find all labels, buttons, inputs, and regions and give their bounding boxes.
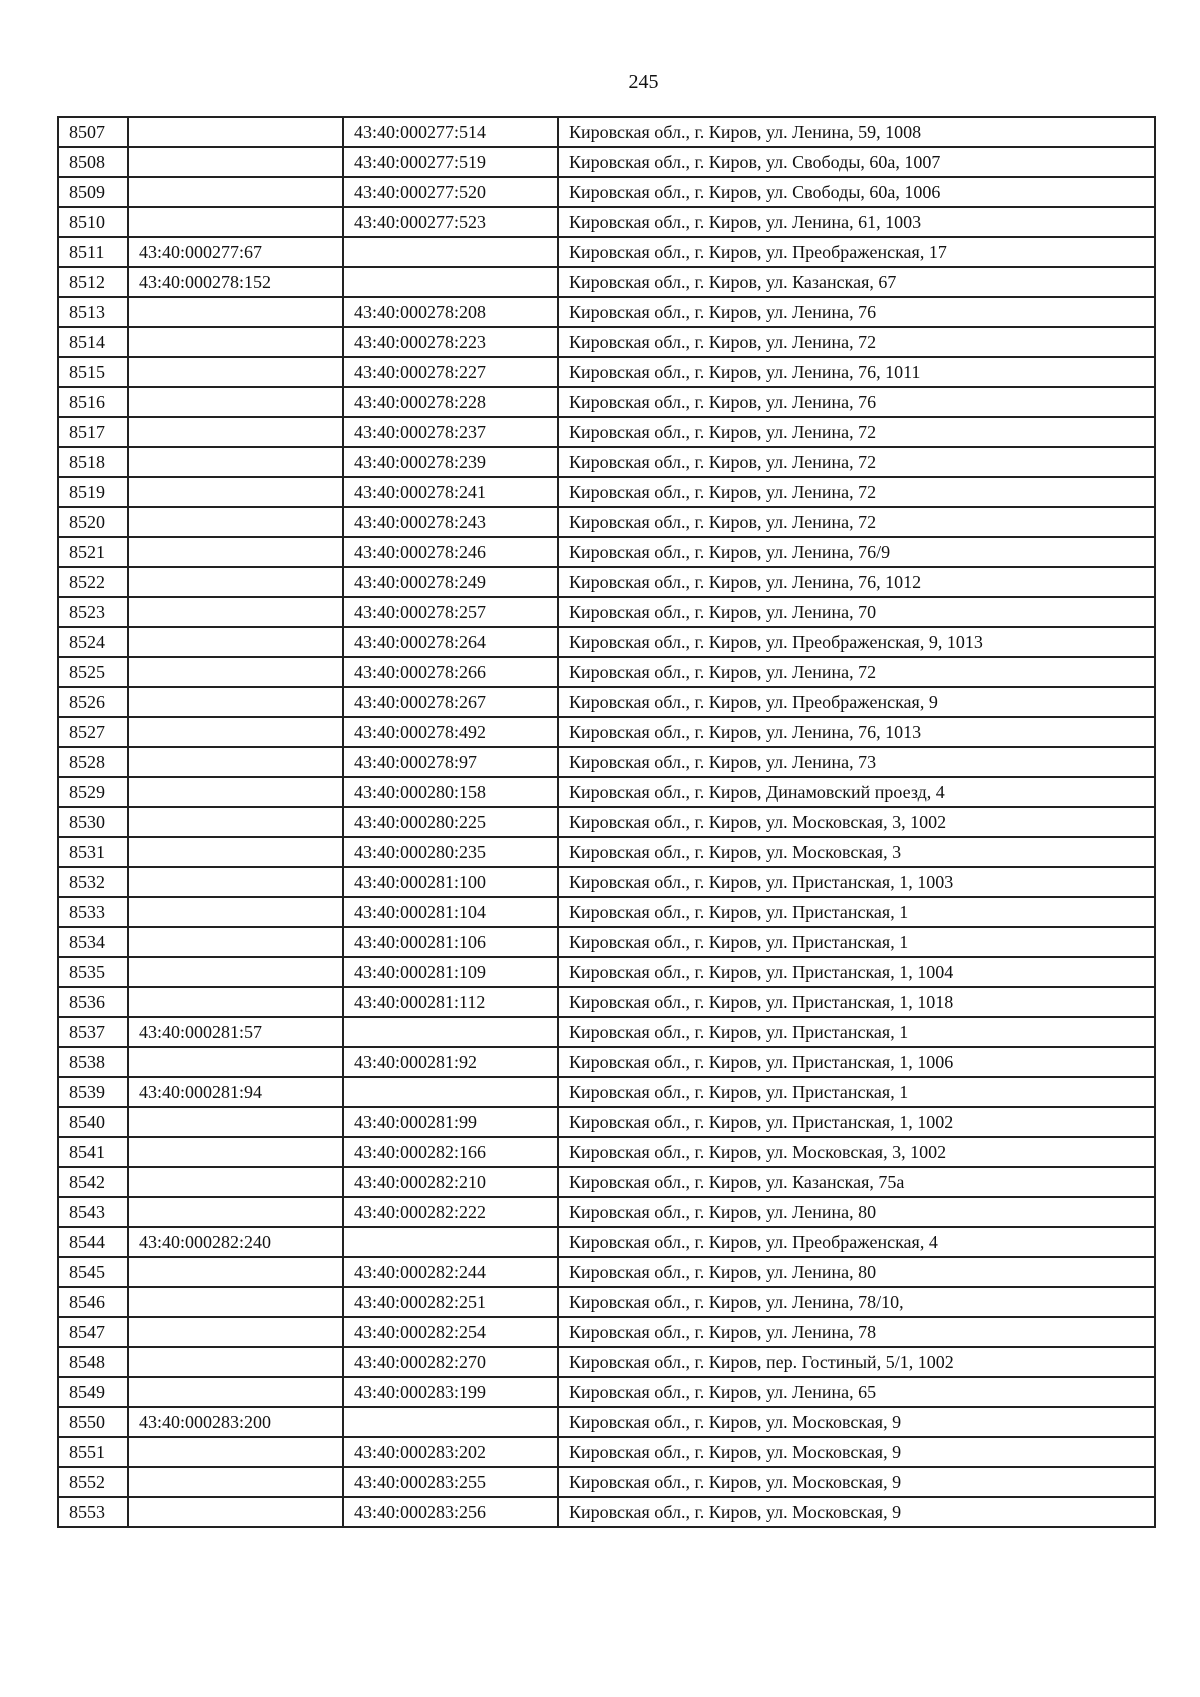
- address-cell: Кировская обл., г. Киров, ул. Пристанская, 1: [558, 1017, 1155, 1047]
- object-cadastral-number-cell: 43:40:000277:519: [343, 147, 558, 177]
- page-number: 245: [628, 71, 659, 93]
- row-number-cell: 8548: [58, 1347, 128, 1377]
- land-cadastral-number-cell: [128, 507, 343, 537]
- address-cell: Кировская обл., г. Киров, ул. Преображенская, 4: [558, 1227, 1155, 1257]
- address-cell: Кировская обл., г. Киров, ул. Ленина, 72: [558, 417, 1155, 447]
- address-cell: Кировская обл., г. Киров, ул. Ленина, 78/10,: [558, 1287, 1155, 1317]
- land-cadastral-number-cell: [128, 417, 343, 447]
- address-cell: Кировская обл., г. Киров, ул. Пристанская, 1, 1002: [558, 1107, 1155, 1137]
- registry-table: [57, 116, 1156, 1528]
- address-cell: Кировская обл., г. Киров, ул. Ленина, 76, 1012: [558, 567, 1155, 597]
- address-cell: Кировская обл., г. Киров, ул. Пристанская, 1, 1018: [558, 987, 1155, 1017]
- row-number-cell: 8529: [58, 777, 128, 807]
- land-cadastral-number-cell: [128, 1347, 343, 1377]
- object-cadastral-number-cell: [343, 1017, 558, 1047]
- row-number-cell: 8530: [58, 807, 128, 837]
- land-cadastral-number-cell: [128, 177, 343, 207]
- address-cell: Кировская обл., г. Киров, ул. Ленина, 72: [558, 507, 1155, 537]
- address-cell: Кировская обл., г. Киров, ул. Ленина, 76: [558, 297, 1155, 327]
- address-cell: Кировская обл., г. Киров, ул. Свободы, 60а, 1006: [558, 177, 1155, 207]
- land-cadastral-number-cell: [128, 987, 343, 1017]
- address-cell: Кировская обл., г. Киров, ул. Ленина, 80: [558, 1257, 1155, 1287]
- row-number-cell: 8524: [58, 627, 128, 657]
- object-cadastral-number-cell: 43:40:000278:267: [343, 687, 558, 717]
- row-number-cell: 8538: [58, 1047, 128, 1077]
- land-cadastral-number-cell: [128, 777, 343, 807]
- object-cadastral-number-cell: [343, 1077, 558, 1107]
- table-row: [58, 297, 1155, 327]
- object-cadastral-number-cell: 43:40:000280:158: [343, 777, 558, 807]
- row-number-cell: 8511: [58, 237, 128, 267]
- object-cadastral-number-cell: 43:40:000281:100: [343, 867, 558, 897]
- table-row: [58, 1077, 1155, 1107]
- object-cadastral-number-cell: 43:40:000281:99: [343, 1107, 558, 1137]
- address-cell: Кировская обл., г. Киров, ул. Московская, 3: [558, 837, 1155, 867]
- land-cadastral-number-cell: [128, 1287, 343, 1317]
- land-cadastral-number-cell: [128, 477, 343, 507]
- table-row: [58, 1107, 1155, 1137]
- address-cell: Кировская обл., г. Киров, ул. Казанская, 67: [558, 267, 1155, 297]
- object-cadastral-number-cell: 43:40:000278:243: [343, 507, 558, 537]
- table-row: [58, 1467, 1155, 1497]
- row-number-cell: 8545: [58, 1257, 128, 1287]
- address-cell: Кировская обл., г. Киров, ул. Преображенская, 9: [558, 687, 1155, 717]
- object-cadastral-number-cell: [343, 237, 558, 267]
- object-cadastral-number-cell: 43:40:000283:256: [343, 1497, 558, 1527]
- table-row: [58, 147, 1155, 177]
- land-cadastral-number-cell: [128, 1317, 343, 1347]
- row-number-cell: 8517: [58, 417, 128, 447]
- address-cell: Кировская обл., г. Киров, ул. Ленина, 59, 1008: [558, 117, 1155, 147]
- land-cadastral-number-cell: [128, 1437, 343, 1467]
- object-cadastral-number-cell: 43:40:000278:228: [343, 387, 558, 417]
- land-cadastral-number-cell: [128, 357, 343, 387]
- land-cadastral-number-cell: [128, 807, 343, 837]
- land-cadastral-number-cell: [128, 1497, 343, 1527]
- land-cadastral-number-cell: 43:40:000283:200: [128, 1407, 343, 1437]
- object-cadastral-number-cell: 43:40:000281:112: [343, 987, 558, 1017]
- table-row: [58, 987, 1155, 1017]
- address-cell: Кировская обл., г. Киров, ул. Московская, 9: [558, 1407, 1155, 1437]
- object-cadastral-number-cell: [343, 1407, 558, 1437]
- address-cell: Кировская обл., г. Киров, ул. Ленина, 72: [558, 657, 1155, 687]
- object-cadastral-number-cell: 43:40:000281:106: [343, 927, 558, 957]
- row-number-cell: 8528: [58, 747, 128, 777]
- row-number-cell: 8531: [58, 837, 128, 867]
- row-number-cell: 8523: [58, 597, 128, 627]
- address-cell: Кировская обл., г. Киров, ул. Преображенская, 9, 1013: [558, 627, 1155, 657]
- address-cell: Кировская обл., г. Киров, пер. Гостиный, 5/1, 1002: [558, 1347, 1155, 1377]
- row-number-cell: 8553: [58, 1497, 128, 1527]
- object-cadastral-number-cell: 43:40:000278:239: [343, 447, 558, 477]
- table-row: [58, 537, 1155, 567]
- land-cadastral-number-cell: [128, 1047, 343, 1077]
- address-cell: Кировская обл., г. Киров, ул. Ленина, 72: [558, 477, 1155, 507]
- row-number-cell: 8510: [58, 207, 128, 237]
- land-cadastral-number-cell: [128, 927, 343, 957]
- object-cadastral-number-cell: 43:40:000278:266: [343, 657, 558, 687]
- table-row: [58, 1167, 1155, 1197]
- table-row: [58, 1197, 1155, 1227]
- object-cadastral-number-cell: 43:40:000278:237: [343, 417, 558, 447]
- object-cadastral-number-cell: 43:40:000281:109: [343, 957, 558, 987]
- land-cadastral-number-cell: 43:40:000277:67: [128, 237, 343, 267]
- land-cadastral-number-cell: [128, 567, 343, 597]
- row-number-cell: 8522: [58, 567, 128, 597]
- table-row: [58, 417, 1155, 447]
- land-cadastral-number-cell: [128, 207, 343, 237]
- land-cadastral-number-cell: [128, 1377, 343, 1407]
- object-cadastral-number-cell: 43:40:000278:257: [343, 597, 558, 627]
- object-cadastral-number-cell: 43:40:000282:254: [343, 1317, 558, 1347]
- address-cell: Кировская обл., г. Киров, ул. Преображенская, 17: [558, 237, 1155, 267]
- row-number-cell: 8519: [58, 477, 128, 507]
- object-cadastral-number-cell: 43:40:000283:199: [343, 1377, 558, 1407]
- land-cadastral-number-cell: [128, 1137, 343, 1167]
- table-row: [58, 657, 1155, 687]
- object-cadastral-number-cell: 43:40:000277:520: [343, 177, 558, 207]
- row-number-cell: 8549: [58, 1377, 128, 1407]
- object-cadastral-number-cell: 43:40:000282:210: [343, 1167, 558, 1197]
- row-number-cell: 8508: [58, 147, 128, 177]
- land-cadastral-number-cell: [128, 627, 343, 657]
- address-cell: Кировская обл., г. Киров, ул. Московская, 3, 1002: [558, 1137, 1155, 1167]
- table-row: [58, 1047, 1155, 1077]
- land-cadastral-number-cell: [128, 747, 343, 777]
- row-number-cell: 8542: [58, 1167, 128, 1197]
- object-cadastral-number-cell: 43:40:000278:241: [343, 477, 558, 507]
- address-cell: Кировская обл., г. Киров, ул. Московская, 9: [558, 1437, 1155, 1467]
- registry-table-body: [58, 117, 1155, 1527]
- object-cadastral-number-cell: 43:40:000278:246: [343, 537, 558, 567]
- object-cadastral-number-cell: 43:40:000278:208: [343, 297, 558, 327]
- land-cadastral-number-cell: [128, 867, 343, 897]
- object-cadastral-number-cell: 43:40:000282:222: [343, 1197, 558, 1227]
- table-row: [58, 177, 1155, 207]
- address-cell: Кировская обл., г. Киров, ул. Московская, 3, 1002: [558, 807, 1155, 837]
- table-row: [58, 717, 1155, 747]
- table-row: [58, 777, 1155, 807]
- table-row: [58, 1437, 1155, 1467]
- table-row: [58, 1347, 1155, 1377]
- row-number-cell: 8551: [58, 1437, 128, 1467]
- table-row: [58, 1287, 1155, 1317]
- object-cadastral-number-cell: 43:40:000277:523: [343, 207, 558, 237]
- table-row: [58, 807, 1155, 837]
- address-cell: Кировская обл., г. Киров, ул. Московская, 9: [558, 1497, 1155, 1527]
- land-cadastral-number-cell: [128, 1107, 343, 1137]
- address-cell: Кировская обл., г. Киров, ул. Пристанская, 1: [558, 927, 1155, 957]
- address-cell: Кировская обл., г. Киров, ул. Ленина, 78: [558, 1317, 1155, 1347]
- land-cadastral-number-cell: [128, 1197, 343, 1227]
- row-number-cell: 8515: [58, 357, 128, 387]
- table-row: [58, 387, 1155, 417]
- land-cadastral-number-cell: [128, 957, 343, 987]
- land-cadastral-number-cell: [128, 537, 343, 567]
- table-row: [58, 927, 1155, 957]
- table-row: [58, 597, 1155, 627]
- object-cadastral-number-cell: 43:40:000282:251: [343, 1287, 558, 1317]
- row-number-cell: 8536: [58, 987, 128, 1017]
- row-number-cell: 8514: [58, 327, 128, 357]
- address-cell: Кировская обл., г. Киров, ул. Пристанская, 1, 1006: [558, 1047, 1155, 1077]
- address-cell: Кировская обл., г. Киров, ул. Ленина, 61, 1003: [558, 207, 1155, 237]
- address-cell: Кировская обл., г. Киров, ул. Ленина, 80: [558, 1197, 1155, 1227]
- object-cadastral-number-cell: 43:40:000282:244: [343, 1257, 558, 1287]
- table-row: [58, 1257, 1155, 1287]
- land-cadastral-number-cell: [128, 1467, 343, 1497]
- land-cadastral-number-cell: [128, 327, 343, 357]
- row-number-cell: 8552: [58, 1467, 128, 1497]
- row-number-cell: 8516: [58, 387, 128, 417]
- object-cadastral-number-cell: 43:40:000283:202: [343, 1437, 558, 1467]
- object-cadastral-number-cell: 43:40:000278:249: [343, 567, 558, 597]
- table-row: [58, 1497, 1155, 1527]
- table-row: [58, 1407, 1155, 1437]
- object-cadastral-number-cell: 43:40:000282:270: [343, 1347, 558, 1377]
- row-number-cell: 8520: [58, 507, 128, 537]
- table-row: [58, 1137, 1155, 1167]
- land-cadastral-number-cell: [128, 297, 343, 327]
- row-number-cell: 8543: [58, 1197, 128, 1227]
- table-row: [58, 447, 1155, 477]
- row-number-cell: 8546: [58, 1287, 128, 1317]
- table-row: [58, 867, 1155, 897]
- address-cell: Кировская обл., г. Киров, ул. Ленина, 76, 1013: [558, 717, 1155, 747]
- address-cell: Кировская обл., г. Киров, Динамовский проезд, 4: [558, 777, 1155, 807]
- address-cell: Кировская обл., г. Киров, ул. Ленина, 65: [558, 1377, 1155, 1407]
- land-cadastral-number-cell: 43:40:000281:94: [128, 1077, 343, 1107]
- table-row: [58, 567, 1155, 597]
- table-row: [58, 837, 1155, 867]
- row-number-cell: 8526: [58, 687, 128, 717]
- row-number-cell: 8527: [58, 717, 128, 747]
- table-row: [58, 507, 1155, 537]
- row-number-cell: 8518: [58, 447, 128, 477]
- table-row: [58, 357, 1155, 387]
- address-cell: Кировская обл., г. Киров, ул. Ленина, 76/9: [558, 537, 1155, 567]
- object-cadastral-number-cell: 43:40:000278:223: [343, 327, 558, 357]
- table-row: [58, 627, 1155, 657]
- land-cadastral-number-cell: [128, 897, 343, 927]
- address-cell: Кировская обл., г. Киров, ул. Пристанская, 1: [558, 897, 1155, 927]
- land-cadastral-number-cell: [128, 117, 343, 147]
- table-row: [58, 237, 1155, 267]
- table-row: [58, 1017, 1155, 1047]
- object-cadastral-number-cell: 43:40:000278:264: [343, 627, 558, 657]
- table-row: [58, 327, 1155, 357]
- address-cell: Кировская обл., г. Киров, ул. Ленина, 76, 1011: [558, 357, 1155, 387]
- table-row: [58, 477, 1155, 507]
- table-row: [58, 267, 1155, 297]
- row-number-cell: 8534: [58, 927, 128, 957]
- address-cell: Кировская обл., г. Киров, ул. Пристанская, 1: [558, 1077, 1155, 1107]
- table-row: [58, 747, 1155, 777]
- address-cell: Кировская обл., г. Киров, ул. Казанская, 75а: [558, 1167, 1155, 1197]
- object-cadastral-number-cell: 43:40:000280:235: [343, 837, 558, 867]
- row-number-cell: 8533: [58, 897, 128, 927]
- address-cell: Кировская обл., г. Киров, ул. Ленина, 70: [558, 597, 1155, 627]
- table-row: [58, 117, 1155, 147]
- address-cell: Кировская обл., г. Киров, ул. Ленина, 76: [558, 387, 1155, 417]
- table-row: [58, 1227, 1155, 1257]
- land-cadastral-number-cell: [128, 1257, 343, 1287]
- land-cadastral-number-cell: [128, 657, 343, 687]
- address-cell: Кировская обл., г. Киров, ул. Ленина, 73: [558, 747, 1155, 777]
- row-number-cell: 8507: [58, 117, 128, 147]
- object-cadastral-number-cell: 43:40:000278:492: [343, 717, 558, 747]
- address-cell: Кировская обл., г. Киров, ул. Московская, 9: [558, 1467, 1155, 1497]
- object-cadastral-number-cell: 43:40:000278:227: [343, 357, 558, 387]
- row-number-cell: 8540: [58, 1107, 128, 1137]
- table-row: [58, 207, 1155, 237]
- land-cadastral-number-cell: [128, 147, 343, 177]
- table-row: [58, 1317, 1155, 1347]
- row-number-cell: 8513: [58, 297, 128, 327]
- land-cadastral-number-cell: [128, 837, 343, 867]
- row-number-cell: 8532: [58, 867, 128, 897]
- object-cadastral-number-cell: 43:40:000280:225: [343, 807, 558, 837]
- row-number-cell: 8547: [58, 1317, 128, 1347]
- land-cadastral-number-cell: [128, 447, 343, 477]
- address-cell: Кировская обл., г. Киров, ул. Ленина, 72: [558, 447, 1155, 477]
- object-cadastral-number-cell: [343, 267, 558, 297]
- object-cadastral-number-cell: 43:40:000281:104: [343, 897, 558, 927]
- object-cadastral-number-cell: 43:40:000281:92: [343, 1047, 558, 1077]
- row-number-cell: 8550: [58, 1407, 128, 1437]
- table-row: [58, 1377, 1155, 1407]
- land-cadastral-number-cell: [128, 687, 343, 717]
- object-cadastral-number-cell: 43:40:000282:166: [343, 1137, 558, 1167]
- row-number-cell: 8525: [58, 657, 128, 687]
- land-cadastral-number-cell: [128, 717, 343, 747]
- row-number-cell: 8539: [58, 1077, 128, 1107]
- object-cadastral-number-cell: [343, 1227, 558, 1257]
- table-row: [58, 687, 1155, 717]
- land-cadastral-number-cell: 43:40:000281:57: [128, 1017, 343, 1047]
- object-cadastral-number-cell: 43:40:000283:255: [343, 1467, 558, 1497]
- row-number-cell: 8537: [58, 1017, 128, 1047]
- object-cadastral-number-cell: 43:40:000277:514: [343, 117, 558, 147]
- row-number-cell: 8544: [58, 1227, 128, 1257]
- land-cadastral-number-cell: [128, 597, 343, 627]
- address-cell: Кировская обл., г. Киров, ул. Пристанская, 1, 1004: [558, 957, 1155, 987]
- land-cadastral-number-cell: [128, 387, 343, 417]
- address-cell: Кировская обл., г. Киров, ул. Свободы, 60а, 1007: [558, 147, 1155, 177]
- row-number-cell: 8541: [58, 1137, 128, 1167]
- row-number-cell: 8521: [58, 537, 128, 567]
- land-cadastral-number-cell: [128, 1167, 343, 1197]
- land-cadastral-number-cell: 43:40:000278:152: [128, 267, 343, 297]
- address-cell: Кировская обл., г. Киров, ул. Ленина, 72: [558, 327, 1155, 357]
- object-cadastral-number-cell: 43:40:000278:97: [343, 747, 558, 777]
- land-cadastral-number-cell: 43:40:000282:240: [128, 1227, 343, 1257]
- table-row: [58, 957, 1155, 987]
- address-cell: Кировская обл., г. Киров, ул. Пристанская, 1, 1003: [558, 867, 1155, 897]
- table-row: [58, 897, 1155, 927]
- row-number-cell: 8509: [58, 177, 128, 207]
- row-number-cell: 8535: [58, 957, 128, 987]
- row-number-cell: 8512: [58, 267, 128, 297]
